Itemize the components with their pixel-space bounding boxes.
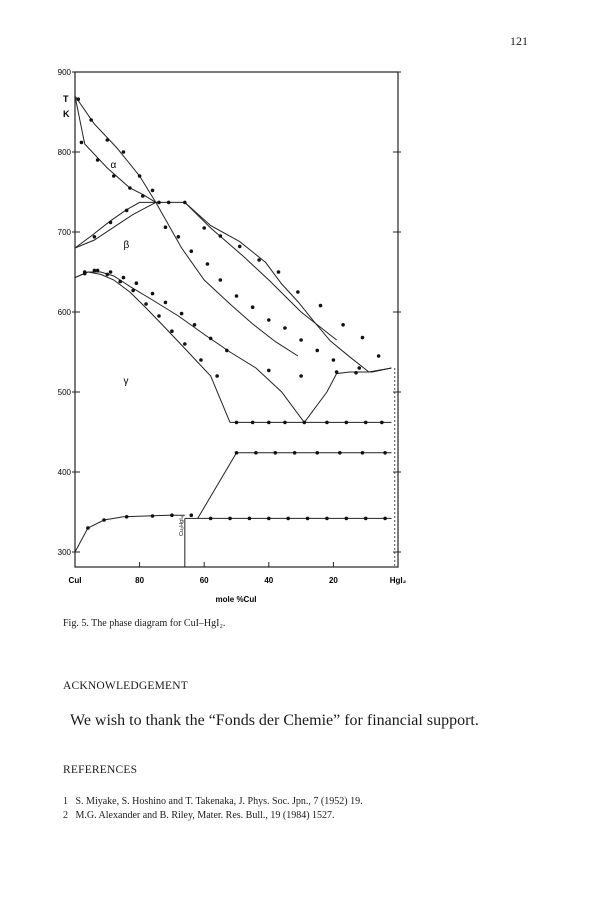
data-point [183, 201, 187, 205]
y-tick-label: 400 [57, 468, 71, 477]
data-point [361, 451, 365, 455]
data-point [267, 421, 271, 425]
data-point [251, 421, 255, 425]
data-point [380, 421, 384, 425]
acknowledgement-heading: ACKNOWLEDGEMENT [63, 680, 189, 692]
data-point [164, 301, 168, 305]
data-point [80, 141, 84, 145]
data-point [299, 338, 303, 342]
data-point [319, 304, 323, 308]
data-point [109, 270, 113, 274]
data-point [189, 513, 193, 517]
data-point [131, 289, 135, 293]
data-point [125, 515, 129, 519]
data-point [206, 262, 210, 266]
y-axis-unit: K [63, 109, 70, 119]
data-point [267, 318, 271, 322]
references-heading: REFERENCES [63, 764, 138, 776]
data-point [93, 269, 97, 273]
data-point [151, 514, 155, 518]
phase-boundary-line [156, 202, 298, 356]
reference-number: 1 [63, 796, 68, 807]
data-point [377, 354, 381, 358]
y-tick-label: 800 [57, 148, 71, 157]
data-point [306, 517, 310, 521]
reference-text: S. Miyake, S. Hoshino and T. Takenaka, J. Phys. Soc. Jpn., 7 (1952) 19. [75, 796, 363, 807]
data-point [296, 290, 300, 294]
y-tick-label: 600 [57, 308, 71, 317]
data-point [122, 150, 126, 154]
x-tick-label: HgI₂ [389, 576, 407, 585]
data-point [164, 225, 168, 229]
data-point [109, 221, 113, 225]
data-point [93, 235, 97, 239]
data-point [235, 451, 239, 455]
data-point [315, 451, 319, 455]
data-point [141, 194, 145, 198]
data-point [267, 369, 271, 373]
data-point [219, 234, 223, 238]
data-point [357, 366, 361, 370]
page-number: 121 [510, 34, 528, 48]
data-point [225, 349, 229, 353]
x-axis-label: mole %CuI [215, 595, 257, 604]
data-point [106, 138, 110, 142]
data-point [122, 276, 126, 280]
reference-number: 2 [63, 810, 68, 821]
phase-boundary-line [75, 202, 156, 248]
data-point [89, 118, 93, 122]
data-point [299, 374, 303, 378]
data-point [183, 342, 187, 346]
phase-boundary-line [185, 202, 392, 372]
data-point [248, 517, 252, 521]
data-point [338, 451, 342, 455]
data-point [325, 517, 329, 521]
acknowledgement-text: We wish to thank the “Fonds der Chemie” for financial support. [70, 712, 479, 729]
axis-ticks [58, 68, 407, 585]
data-point [345, 517, 349, 521]
data-point [151, 292, 155, 296]
y-tick-label: 900 [57, 68, 71, 77]
phase-boundary-line [304, 368, 391, 422]
data-point [254, 451, 258, 455]
x-tick-label: 20 [328, 576, 338, 585]
data-point [215, 374, 219, 378]
data-point [325, 421, 329, 425]
data-point [303, 421, 307, 425]
data-point [332, 358, 336, 362]
data-point [202, 226, 206, 230]
data-point [364, 517, 368, 521]
data-point [335, 370, 339, 374]
data-point [209, 517, 213, 521]
data-point [86, 526, 90, 530]
data-point [257, 258, 261, 262]
data-point [283, 421, 287, 425]
phase-boundary-line [75, 515, 185, 552]
y-tick-label: 500 [57, 388, 71, 397]
reference-list [63, 796, 363, 824]
x-tick-label: 60 [199, 576, 209, 585]
phase-boundary-line [75, 272, 304, 422]
data-point [83, 270, 87, 274]
data-point [157, 314, 161, 318]
data-point [293, 451, 297, 455]
data-point [219, 278, 223, 282]
data-point [238, 245, 242, 249]
data-point [361, 336, 365, 340]
plot-frame [75, 72, 398, 567]
data-point [273, 451, 277, 455]
phase-boundary-line [75, 96, 156, 202]
y-tick-label: 300 [57, 548, 71, 557]
data-point [76, 97, 80, 101]
x-tick-label: 80 [135, 576, 145, 585]
data-point [102, 518, 106, 522]
data-point [383, 451, 387, 455]
reference-item [63, 810, 363, 821]
data-point [364, 421, 368, 425]
data-point [209, 337, 213, 341]
data-point [251, 305, 255, 309]
data-point [277, 270, 281, 274]
phase-label: α [110, 160, 117, 171]
data-point [180, 312, 184, 316]
data-points [76, 97, 386, 529]
data-point [112, 174, 116, 178]
reference-text: M.G. Alexander and B. Riley, Mater. Res. Bull., 19 (1984) 1527. [75, 810, 335, 821]
data-point [235, 294, 239, 298]
data-point [125, 209, 129, 213]
phase-label: β [123, 240, 130, 251]
data-point [167, 201, 171, 205]
data-point [228, 517, 232, 521]
data-point [138, 174, 142, 178]
data-point [135, 281, 139, 285]
data-point [189, 249, 193, 253]
data-point [341, 323, 345, 327]
phase-label: γ [123, 376, 129, 387]
data-point [345, 421, 349, 425]
x-tick-label: CuI [68, 576, 82, 585]
data-point [96, 269, 100, 273]
data-point [144, 302, 148, 306]
data-point [315, 349, 319, 353]
phase-boundaries [75, 96, 395, 567]
data-point [151, 189, 155, 193]
figure-caption: Fig. 5. The phase diagram for CuI–HgI₂. [63, 618, 226, 629]
data-point [267, 517, 271, 521]
x-tick-label: 40 [264, 576, 274, 585]
compound-label: Cu₂HgI₄ [178, 516, 185, 536]
data-point [193, 323, 197, 327]
data-point [354, 371, 358, 375]
data-point [96, 158, 100, 162]
data-point [170, 329, 174, 333]
data-point [128, 186, 132, 190]
y-axis-label: T [63, 94, 69, 104]
data-point [199, 358, 203, 362]
data-point [283, 326, 287, 330]
data-point [235, 421, 239, 425]
reference-item [63, 796, 363, 807]
data-point [157, 201, 161, 205]
data-point [177, 235, 181, 239]
data-point [106, 273, 110, 277]
data-point [118, 280, 122, 284]
y-tick-label: 700 [57, 228, 71, 237]
phase-boundary-line [75, 96, 156, 202]
data-point [383, 517, 387, 521]
data-point [170, 513, 174, 517]
phase-boundary-line [198, 453, 392, 519]
plot-border [75, 72, 398, 567]
data-point [286, 517, 290, 521]
